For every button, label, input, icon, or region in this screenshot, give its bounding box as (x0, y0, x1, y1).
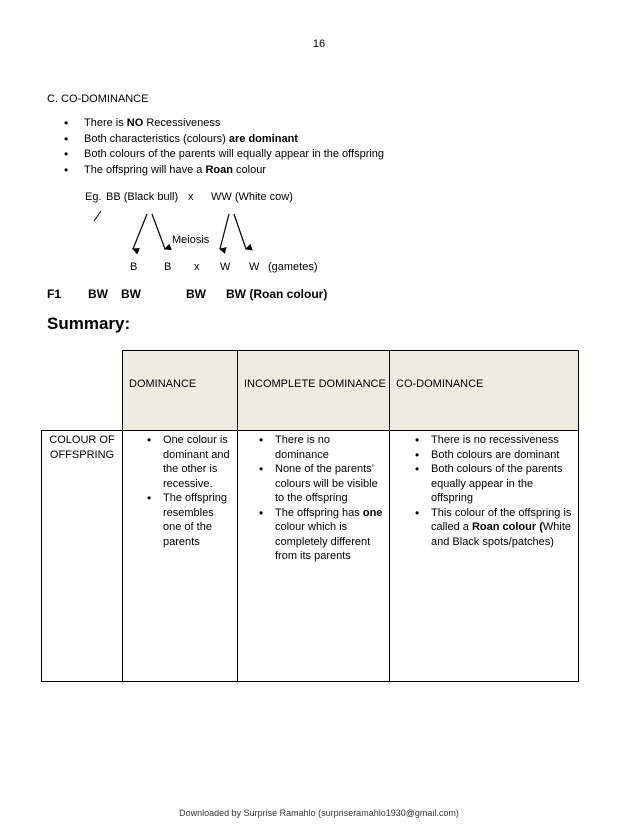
f1-offspring-roan: BW (Roan colour) (226, 287, 328, 301)
list-item: • There is no recessiveness (413, 433, 573, 448)
section-heading: C. CO-DOMINANCE (47, 93, 149, 105)
arrow-right-2 (234, 214, 246, 249)
page-number: 16 (312, 38, 326, 50)
incomplete-dominance-cell (237, 430, 390, 682)
arrow-right-1 (220, 214, 229, 249)
bullet-item: • There is NO Recessiveness (62, 116, 384, 132)
row-label-cell (41, 430, 123, 682)
summary-table (41, 350, 579, 682)
header-incomplete-dominance: INCOMPLETE DOMINANCE (237, 350, 390, 431)
bullet-item: • Both characteristics (colours) are dominant (62, 132, 384, 148)
download-credit: Downloaded by Surprise Ramahlo (surpriseramahlo1930@gmail.com) (179, 808, 459, 818)
f1-offspring: BW (121, 287, 141, 301)
list-item: • Both colours of the parents equally appear in the offspring (413, 462, 573, 506)
dominance-cell (122, 430, 238, 682)
parent-2: WW (White cow) (211, 191, 293, 203)
header-co-dominance: CO-DOMINANCE (389, 350, 579, 431)
f1-label: F1 (47, 287, 62, 301)
gamete-cross: x (194, 261, 200, 273)
meiosis-arrows (0, 0, 638, 300)
gametes-label: (gametes) (268, 261, 318, 273)
list-item: • There is no dominance (257, 433, 385, 462)
arrow-left-1 (133, 214, 147, 249)
list-item: • One colour is dominant and the other is recessive. (145, 433, 235, 491)
meiosis-label: Meiosis (172, 234, 210, 246)
list-item: • Both colours are dominant (413, 448, 573, 463)
arrow-left-2 (152, 214, 165, 249)
list-item: • None of the parents’ colours will be visible to the offspring (257, 462, 385, 506)
list-item: • This colour of the offspring is called a Roan colour (White and Black spots/patches) (413, 506, 573, 550)
gamete: W (220, 261, 231, 273)
bullet-item: • Both colours of the parents will equally appear in the offspring (62, 147, 384, 163)
tick-mark (94, 211, 101, 221)
gamete: B (164, 261, 172, 273)
bullet-item: • The offspring will have a Roan colour (62, 163, 384, 179)
list-item: • The offspring has one colour which is completely different from its parents (257, 506, 385, 564)
co-dominance-cell (389, 430, 579, 682)
f1-offspring: BW (88, 287, 108, 301)
gamete: B (130, 261, 138, 273)
header-dominance: DOMINANCE (122, 350, 238, 431)
gamete: W (249, 261, 260, 273)
row-label: COLOUR OF OFFSPRING (49, 434, 115, 461)
cross-symbol: x (188, 191, 194, 203)
parent-1: BB (Black bull) (106, 191, 179, 203)
summary-heading: Summary: (47, 314, 131, 333)
list-item: • The offspring resembles one of the parents (145, 491, 235, 549)
example-label: Eg. (85, 191, 102, 203)
f1-offspring: BW (186, 287, 206, 301)
